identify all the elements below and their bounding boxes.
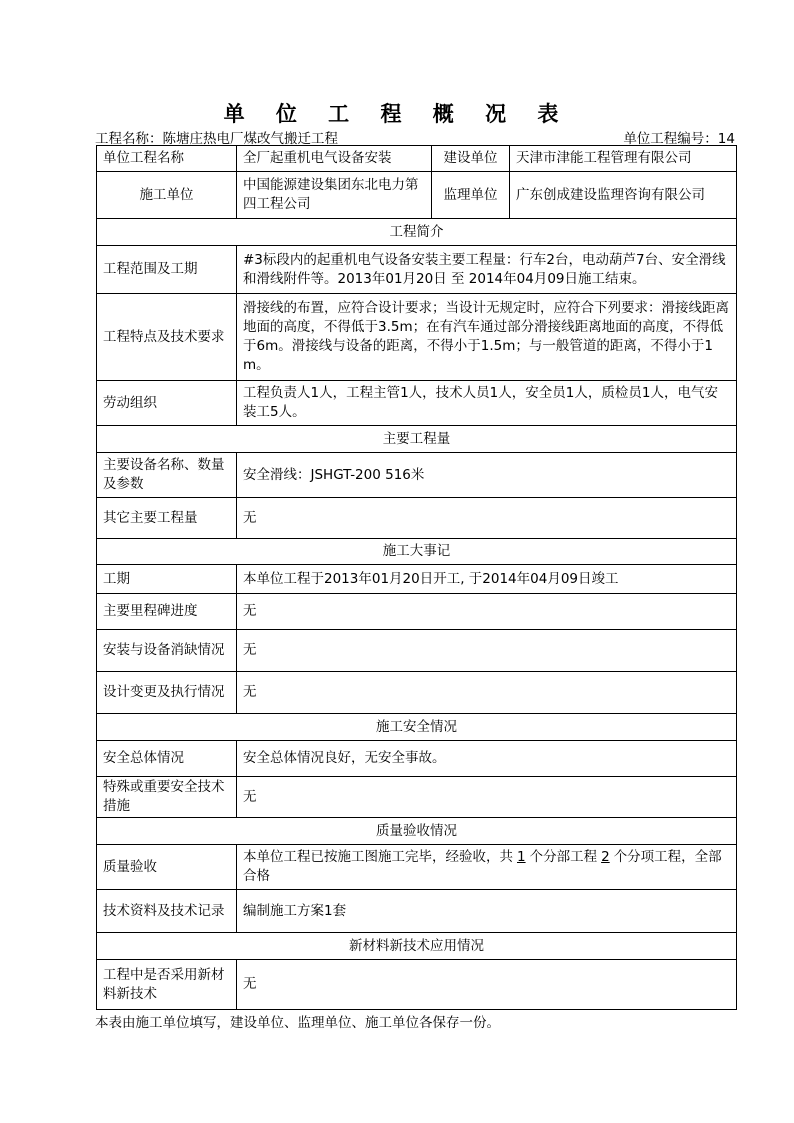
special-safety-value: 无 xyxy=(237,777,737,818)
table-row xyxy=(97,672,737,714)
milestone-label: 主要里程碑进度 xyxy=(97,594,237,630)
section-main-qty: 主要工程量 xyxy=(97,426,737,453)
section-intro: 工程简介 xyxy=(97,219,737,246)
table-row xyxy=(97,714,737,741)
labor-label: 劳动组织 xyxy=(97,381,237,426)
table-row xyxy=(97,960,737,1010)
table-row xyxy=(97,845,737,890)
table-row xyxy=(97,426,737,453)
owner-label: 建设单位 xyxy=(432,146,510,172)
docs-value: 编制施工方案1套 xyxy=(237,890,737,933)
overview-table xyxy=(96,145,737,1010)
table-row xyxy=(97,933,737,960)
unit-name-label: 单位工程名称 xyxy=(97,146,237,172)
other-qty-value: 无 xyxy=(237,498,737,539)
table-row xyxy=(97,565,737,594)
design-value: 无 xyxy=(237,672,737,714)
project-name: 工程名称：陈塘庄热电厂煤改气搬迁工程 xyxy=(95,131,338,147)
special-safety-label: 特殊或重要安全技术措施 xyxy=(97,777,237,818)
equipment-value: 安全滑线：JSHGT-200 516米 xyxy=(237,453,737,498)
section-quality: 质量验收情况 xyxy=(97,818,737,845)
section-events: 施工大事记 xyxy=(97,539,737,565)
table-row xyxy=(97,294,737,381)
table-row xyxy=(97,172,737,219)
table-row xyxy=(97,890,737,933)
design-label: 设计变更及执行情况 xyxy=(97,672,237,714)
table-row xyxy=(97,741,737,777)
supervisor-label: 监理单位 xyxy=(432,172,510,219)
table-row xyxy=(97,498,737,539)
footer-note: 本表由施工单位填写，建设单位、监理单位、施工单位各保存一份。 xyxy=(95,1015,500,1031)
quality-label: 质量验收 xyxy=(97,845,237,890)
features-value: 滑接线的布置，应符合设计要求；当设计无规定时，应符合下列要求：滑接线距离地面的高度，不得低于3.5m；在有汽车通过部分滑接线距离地面的高度，不得低于6m。滑接线与设备的距离，不得小于1.5m；与一般管道的距离，不得小于1m。 xyxy=(237,294,737,381)
owner-value: 天津市津能工程管理有限公司 xyxy=(510,146,737,172)
docs-label: 技术资料及技术记录 xyxy=(97,890,237,933)
period-value: 本单位工程于2013年01月20日开工, 于2014年04月09日竣工 xyxy=(237,565,737,594)
labor-value: 工程负责人1人，工程主管1人，技术人员1人，安全员1人，质检员1人，电气安装工5人。 xyxy=(237,381,737,426)
table-row xyxy=(97,381,737,426)
newtech-value: 无 xyxy=(237,960,737,1010)
table-row xyxy=(97,219,737,246)
install-value: 无 xyxy=(237,630,737,672)
quality-prefix: 本单位工程已按施工图施工完毕，经验收，共 xyxy=(243,849,513,865)
table-row xyxy=(97,818,737,845)
scope-label: 工程范围及工期 xyxy=(97,246,237,294)
table-row xyxy=(97,594,737,630)
section-newtech: 新材料新技术应用情况 xyxy=(97,933,737,960)
install-label: 安装与设备消缺情况 xyxy=(97,630,237,672)
contractor-value: 中国能源建设集团东北电力第四工程公司 xyxy=(237,172,432,219)
safety-overall-label: 安全总体情况 xyxy=(97,741,237,777)
unit-name-value: 全厂起重机电气设备安装 xyxy=(237,146,432,172)
table-row xyxy=(97,777,737,818)
page-title: 单 位 工 程 概 况 表 xyxy=(223,102,571,126)
meta-line xyxy=(95,127,735,145)
contractor-label: 施工单位 xyxy=(97,172,237,219)
equipment-label: 主要设备名称、数量及参数 xyxy=(97,453,237,498)
table-row xyxy=(97,453,737,498)
quality-item-count: 2 xyxy=(601,849,610,865)
features-label: 工程特点及技术要求 xyxy=(97,294,237,381)
unit-code: 单位工程编号：14 xyxy=(623,131,735,147)
quality-mid: 个分部工程 xyxy=(529,849,598,865)
scope-value: #3标段内的起重机电气设备安装主要工程量：行车2台，电动葫芦7台、安全滑线和滑线附件等。2013年01月20日 至 2014年04月09日施工结束。 xyxy=(237,246,737,294)
safety-overall-value: 安全总体情况良好，无安全事故。 xyxy=(237,741,737,777)
quality-value xyxy=(237,845,737,890)
table-row xyxy=(97,539,737,565)
table-row xyxy=(97,146,737,172)
quality-suffix: 个分项工程，全部合格 xyxy=(243,849,722,884)
table-row xyxy=(97,246,737,294)
period-label: 工期 xyxy=(97,565,237,594)
other-qty-label: 其它主要工程量 xyxy=(97,498,237,539)
supervisor-value: 广东创成建设监理咨询有限公司 xyxy=(510,172,737,219)
newtech-label: 工程中是否采用新材料新技术 xyxy=(97,960,237,1010)
milestone-value: 无 xyxy=(237,594,737,630)
section-safety: 施工安全情况 xyxy=(97,714,737,741)
quality-subproject-count: 1 xyxy=(517,849,526,865)
table-row xyxy=(97,630,737,672)
